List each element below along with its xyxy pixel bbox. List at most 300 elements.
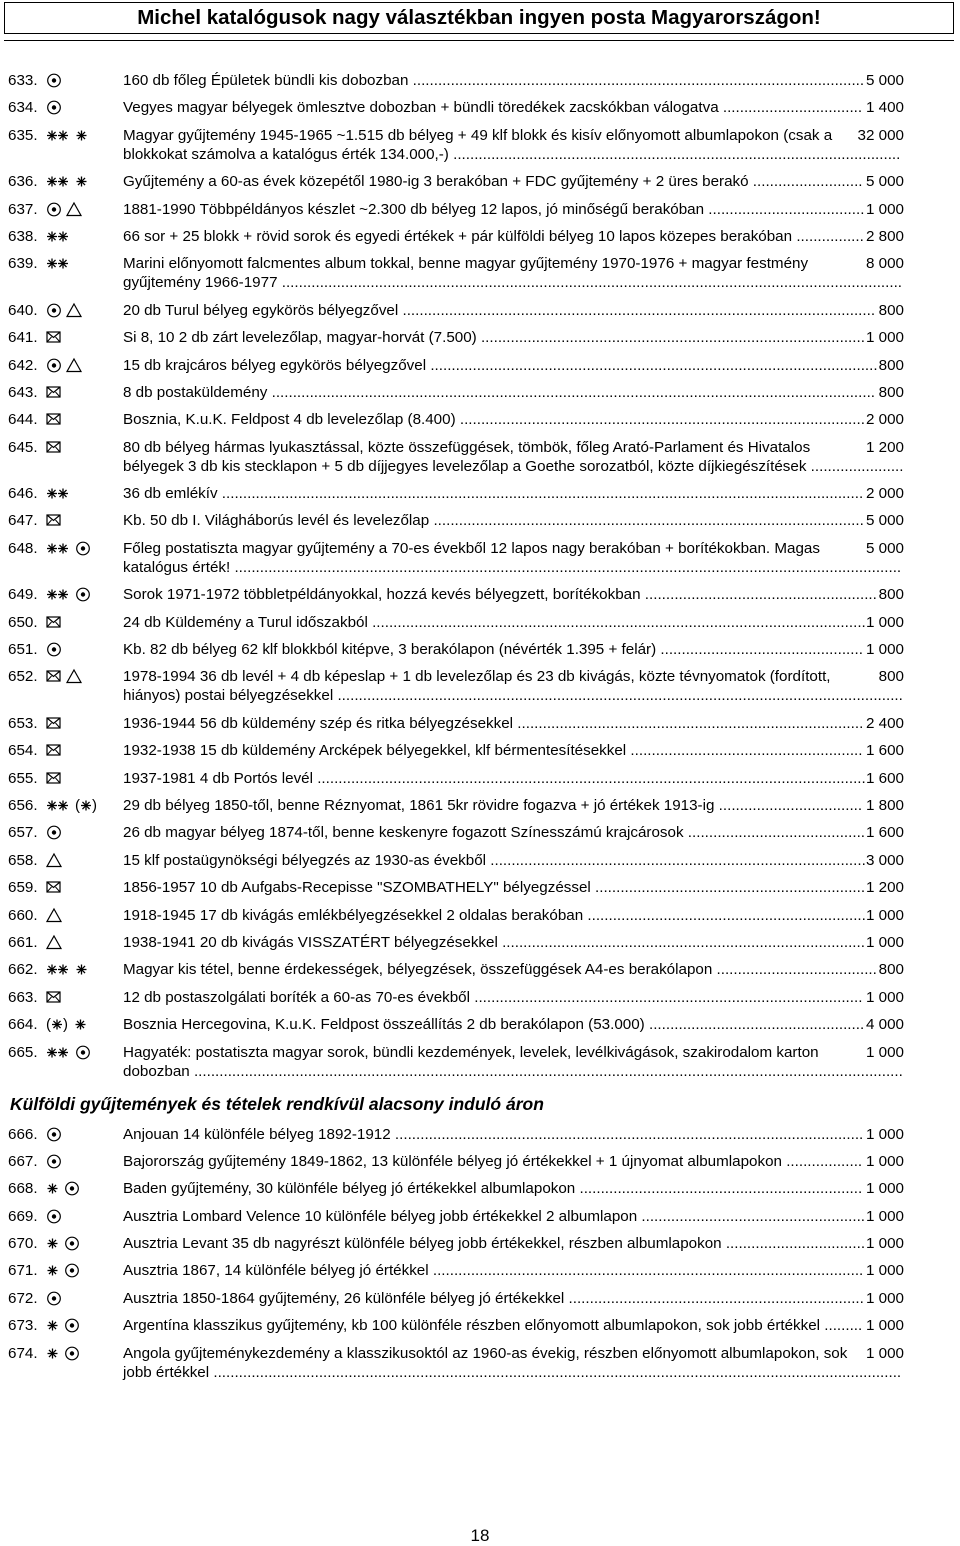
lot-number: 646.	[8, 485, 38, 503]
leader-dots: ......................................	[712, 961, 877, 979]
lot-description-block	[123, 301, 908, 320]
lot-description: Kb. 50 db I. Világháborús levél és levelezőlap	[123, 512, 430, 530]
lot-row	[8, 988, 908, 1007]
triangle-icon	[47, 936, 61, 949]
circle-dot-icon	[66, 1182, 79, 1195]
lot-row	[8, 1316, 908, 1335]
asterisk-icon	[76, 1020, 86, 1030]
lot-row	[8, 356, 908, 375]
lot-description: 66 sor + 25 blokk + rövid sorok és egyedi értékek + pár külföldi bélyeg 10 lapos közepes berakóban	[123, 227, 793, 245]
leader-dots: ..................................................................................	[513, 714, 864, 732]
lot-row	[8, 796, 908, 815]
lot-row	[8, 328, 908, 347]
condition-symbols	[46, 714, 122, 733]
triangle-icon	[67, 304, 81, 317]
leader-dots: ...................................................................................................................................................	[277, 274, 903, 292]
condition-symbols	[46, 640, 122, 659]
lot-price: 1 200	[865, 438, 904, 456]
lot-row	[8, 484, 908, 503]
leader-dots: ................................................................	[590, 879, 866, 897]
lot-description-block	[123, 126, 908, 164]
lot-price: 800	[878, 356, 904, 374]
circle-dot-icon	[77, 588, 90, 601]
circle-dot-icon	[66, 1237, 79, 1250]
circle-dot-icon	[66, 1265, 79, 1278]
lot-description-block	[123, 1207, 908, 1226]
leader-dots: ...............................................................................................................	[390, 1125, 864, 1143]
leader-dots: .........................................................................................	[486, 851, 866, 869]
condition-symbols	[46, 667, 122, 686]
lot-row	[8, 71, 908, 90]
lot-description: Hagyaték: postatiszta magyar sorok, bündli kezdemények, levelek, levélkivágások, szakirodalom karton dobozban	[123, 1043, 819, 1080]
double-asterisk-icon	[47, 965, 68, 975]
condition-symbols	[46, 1179, 122, 1198]
condition-symbols	[46, 200, 122, 219]
lot-row	[8, 1152, 908, 1171]
lot-price: 5 000	[865, 72, 904, 89]
circle-dot-icon	[66, 1347, 79, 1360]
condition-symbols	[46, 328, 122, 347]
lot-price: 1 000	[865, 200, 904, 218]
lot-price: 4 000	[865, 1016, 904, 1034]
condition-symbols	[46, 539, 122, 558]
lot-description: 15 klf postaügynökségi bélyegzés az 1930-as évekből	[123, 851, 487, 869]
header-banner	[4, 2, 954, 34]
lot-price: 1 000	[865, 933, 904, 951]
lot-price: 800	[878, 301, 904, 319]
circle-dot-icon	[48, 102, 61, 115]
lot-price: 2 000	[865, 485, 904, 503]
lot-description-block	[123, 741, 908, 760]
lot-row	[8, 1289, 908, 1308]
lot-description: Baden gyűjtemény, 30 különféle bélyeg jó értékekkel albumlapokon	[123, 1180, 576, 1198]
lot-row	[8, 383, 908, 402]
leader-dots: ..........................	[748, 173, 863, 191]
leader-dots: ..........................................................................................................	[426, 356, 878, 374]
lot-number: 660.	[8, 906, 38, 924]
leader-dots: .......................................................	[640, 586, 877, 604]
envelope-icon	[47, 442, 60, 452]
lot-price: 1 000	[865, 1125, 904, 1143]
leader-dots: .....................................................................................................................	[367, 613, 866, 631]
condition-symbols	[46, 741, 122, 760]
leader-dots: ...............................................................................................................................................	[267, 383, 876, 401]
envelope-icon	[47, 773, 60, 783]
leader-dots: ..................	[781, 1152, 863, 1170]
lot-row	[8, 933, 908, 952]
lot-price: 2 800	[865, 227, 904, 245]
svg-text:): )	[92, 796, 97, 814]
lot-description: 1856-1957 10 db Aufgabs-Recepisse "SZOMBATHELY" bélyegzéssel	[123, 879, 591, 897]
leader-dots: ...................................................................	[575, 1180, 863, 1198]
leader-dots: ..................................................................	[583, 906, 866, 924]
condition-symbols	[46, 172, 122, 191]
lot-price: 1 400	[865, 99, 904, 117]
leader-dots: .................................	[721, 1235, 866, 1253]
lot-price: 1 800	[865, 796, 904, 814]
lot-price: 3 000	[865, 851, 904, 869]
lot-number: 672.	[8, 1289, 38, 1307]
lot-number: 633.	[8, 72, 38, 89]
double-asterisk-icon	[47, 259, 68, 269]
lot-description-block	[123, 227, 908, 246]
lot-description: Bosznia, K.u.K. Feldpost 4 db levelezőlap (8.400)	[123, 411, 456, 429]
leader-dots: ...........................................................................................................	[408, 72, 865, 89]
lot-number: 665.	[8, 1043, 38, 1061]
circle-dot-icon	[48, 827, 61, 840]
hungarian-lots	[8, 71, 908, 1081]
lot-row	[8, 741, 908, 760]
lot-row	[8, 539, 908, 577]
envelope-icon	[47, 332, 60, 342]
asterisk-icon	[48, 1348, 58, 1358]
lot-price: 1 200	[865, 879, 904, 897]
circle-dot-icon	[48, 359, 61, 372]
lot-price: 1 600	[865, 742, 904, 760]
condition-symbols	[46, 823, 122, 842]
lot-description-block	[123, 1043, 908, 1081]
lot-description: Bosznia Hercegovina, K.u.K. Feldpost összeállítás 2 db berakólapon (53.000)	[123, 1016, 645, 1034]
lot-description-block	[123, 667, 908, 705]
lot-price: 1 000	[865, 1180, 904, 1198]
lot-description: Sorok 1971-1972 többletpéldányokkal, hozzá kevés bélyegzett, borítékokban	[123, 586, 641, 604]
lot-description-block	[123, 98, 908, 117]
lot-description: Ausztria Lombard Velence 10 különféle bélyeg jobb értékekkel 2 albumlapon	[123, 1207, 638, 1225]
lot-description-block	[123, 1316, 908, 1335]
asterisk-icon	[77, 130, 87, 140]
lot-price: 1 000	[865, 1043, 904, 1061]
lot-row	[8, 960, 908, 979]
lot-description: 20 db Turul bélyeg egykörös bélyegzővel	[123, 301, 399, 319]
lot-description: 1936-1944 56 db küldemény szép és ritka bélyegzésekkel	[123, 714, 514, 732]
leader-dots: .......................................................	[626, 742, 863, 760]
lot-number: 645.	[8, 438, 38, 456]
lot-price: 1 000	[865, 906, 904, 924]
triangle-icon	[67, 359, 81, 372]
condition-symbols	[46, 1043, 122, 1062]
lot-description-block	[123, 511, 908, 530]
lot-row	[8, 585, 908, 604]
lot-number: 636.	[8, 173, 38, 191]
lot-row	[8, 1344, 908, 1382]
leader-dots: ................	[792, 227, 864, 245]
lot-row	[8, 1125, 908, 1144]
leader-dots: .........	[820, 1317, 863, 1335]
lot-row	[8, 823, 908, 842]
condition-symbols	[46, 71, 122, 90]
condition-symbols	[46, 484, 122, 503]
lot-description-block	[123, 410, 908, 429]
lot-price: 1 000	[865, 1235, 904, 1253]
section-heading: Külföldi gyűjtemények és tételek rendkívül alacsony induló áron	[10, 1093, 544, 1114]
lot-description-block	[123, 1015, 908, 1034]
condition-symbols	[46, 126, 122, 145]
double-asterisk-icon	[47, 543, 68, 553]
lot-price: 5 000	[865, 512, 904, 530]
condition-symbols	[46, 227, 122, 246]
leader-dots: ........................................................................................................................................................	[217, 485, 864, 503]
lot-number: 671.	[8, 1262, 38, 1280]
lot-row	[8, 1261, 908, 1280]
lot-price: 800	[878, 383, 904, 401]
bracket-asterisk-icon	[46, 1016, 68, 1033]
lot-description: Ausztria 1867, 14 különféle bélyeg jó értékkel	[123, 1262, 429, 1280]
lot-row	[8, 906, 908, 925]
envelope-icon	[47, 617, 60, 627]
triangle-icon	[47, 909, 61, 922]
condition-symbols	[46, 383, 122, 402]
lot-number: 658.	[8, 851, 38, 869]
triangle-icon	[67, 203, 81, 216]
lot-description-block	[123, 71, 908, 90]
lot-description-block	[123, 438, 908, 476]
lot-number: 653.	[8, 714, 38, 732]
asterisk-icon	[48, 1184, 58, 1194]
condition-symbols	[46, 356, 122, 375]
lot-description: 8 db postaküldemény	[123, 383, 268, 401]
lot-description-block	[123, 200, 908, 219]
lot-description-block	[123, 1344, 908, 1382]
lot-number: 657.	[8, 824, 38, 842]
envelope-icon	[47, 414, 60, 424]
envelope-icon	[47, 745, 60, 755]
lot-row	[8, 1234, 908, 1253]
lot-number: 656.	[8, 796, 38, 814]
condition-symbols	[46, 960, 122, 979]
lot-number: 669.	[8, 1207, 38, 1225]
envelope-icon	[47, 671, 60, 681]
leader-dots: ...................................................	[644, 1016, 865, 1034]
double-asterisk-icon	[47, 1047, 68, 1057]
lot-list	[8, 71, 908, 1382]
lot-description-block	[123, 906, 908, 925]
header-title: Michel katalógusok nagy választékban ingyen posta Magyarországon!	[137, 6, 821, 29]
asterisk-icon	[77, 965, 87, 975]
lot-description: Ausztria Levant 35 db nagyrészt különféle bélyeg jobb értékekkel, részben albumlapokon	[123, 1235, 722, 1253]
lot-row	[8, 410, 908, 429]
lot-description-block	[123, 1261, 908, 1280]
lot-description: Bajorország gyűjtemény 1849-1862, 13 különféle bélyeg jó értékekkel + 1 újnyomat albumlapokon	[123, 1152, 782, 1170]
lot-number: 666.	[8, 1125, 38, 1143]
lot-price: 1 000	[865, 988, 904, 1006]
svg-text:): )	[63, 1016, 68, 1034]
condition-symbols	[46, 1152, 122, 1171]
lot-description-block	[123, 1234, 908, 1253]
leader-dots: ............................................................................................	[470, 988, 863, 1006]
triangle-icon	[47, 854, 61, 867]
lot-price: 1 000	[865, 1207, 904, 1225]
leader-dots: .....................................................	[637, 1207, 866, 1225]
lot-number: 659.	[8, 879, 38, 897]
leader-dots: ......................................................................................	[497, 933, 865, 951]
condition-symbols	[46, 585, 122, 604]
lot-row	[8, 878, 908, 897]
lot-row	[8, 172, 908, 191]
leader-dots: ......................................................................................................................................	[333, 687, 903, 705]
lot-row	[8, 613, 908, 632]
asterisk-icon	[48, 1266, 58, 1276]
condition-symbols	[46, 988, 122, 1007]
lot-description: Si 8, 10 2 db zárt levelezőlap, magyar-horvát (7.500)	[123, 329, 477, 347]
double-asterisk-icon	[47, 489, 68, 499]
lot-number: 651.	[8, 641, 38, 659]
lot-price: 1 600	[865, 824, 904, 842]
circle-dot-icon	[48, 1292, 61, 1305]
lot-number: 638.	[8, 227, 38, 245]
lot-price: 800	[878, 961, 904, 979]
lot-number: 668.	[8, 1180, 38, 1198]
circle-dot-icon	[66, 1319, 79, 1332]
envelope-icon	[47, 992, 60, 1002]
lot-description: Argentína klasszikus gyűjtemény, kb 100 különféle részben előnyomott albumlapokon, sok jobb értékkel	[123, 1317, 821, 1335]
leader-dots: ..........................................	[683, 824, 866, 842]
condition-symbols	[46, 878, 122, 897]
lot-number: 642.	[8, 356, 38, 374]
lot-description: 160 db főleg Épületek bündli kis dobozban	[123, 72, 409, 89]
lot-description-block	[123, 988, 908, 1007]
lot-number: 673.	[8, 1317, 38, 1335]
circle-dot-icon	[77, 542, 90, 555]
circle-dot-icon	[48, 203, 61, 216]
double-asterisk-icon	[47, 231, 68, 241]
condition-symbols	[46, 301, 122, 320]
condition-symbols	[46, 254, 122, 273]
lot-number: 650.	[8, 613, 38, 631]
lot-row	[8, 769, 908, 788]
lot-row	[8, 1015, 908, 1034]
lot-number: 670.	[8, 1235, 38, 1253]
lot-description: Vegyes magyar bélyegek ömlesztve dobozban + bündli töredékek zacskókban válogatva	[123, 99, 719, 117]
condition-symbols	[46, 851, 122, 870]
lot-description-block	[123, 613, 908, 632]
lot-number: 639.	[8, 255, 38, 273]
circle-dot-icon	[48, 1155, 61, 1168]
lot-description: 1881-1990 Többpéldányos készlet ~2.300 db bélyeg 12 lapos, jó minőségű berakóban	[123, 200, 705, 218]
lot-description-block	[123, 796, 908, 815]
lot-number: 655.	[8, 769, 38, 787]
asterisk-icon	[77, 177, 87, 187]
lot-description-block	[123, 823, 908, 842]
lot-price: 1 000	[865, 1344, 904, 1362]
foreign-lots	[8, 1125, 908, 1382]
leader-dots: ......................................................................................................	[429, 512, 864, 530]
lot-number: 674.	[8, 1344, 38, 1362]
lot-row	[8, 1207, 908, 1226]
lot-description-block	[123, 640, 908, 659]
lot-description: 24 db Küldemény a Turul időszakból	[123, 613, 368, 631]
lot-description-block	[123, 851, 908, 870]
double-asterisk-icon	[47, 800, 68, 810]
condition-symbols	[46, 1289, 122, 1308]
double-asterisk-icon	[47, 177, 68, 187]
leader-dots: ..............................................................................................................................................................	[230, 558, 902, 576]
lot-price: 8 000	[865, 255, 904, 273]
lot-description-block	[123, 254, 908, 292]
envelope-icon	[47, 387, 60, 397]
lot-number: 643.	[8, 383, 38, 401]
triangle-icon	[67, 670, 81, 683]
lot-price: 1 600	[865, 769, 904, 787]
lot-description-block	[123, 1289, 908, 1308]
lot-price: 1 000	[865, 613, 904, 631]
envelope-icon	[47, 882, 60, 892]
lot-description: Gyűjtemény a 60-as évek közepétől 1980-ig 3 berakóban + FDC gyűjtemény + 2 üres berakó	[123, 173, 749, 191]
lot-price: 2 000	[865, 411, 904, 429]
lot-row	[8, 227, 908, 246]
lot-row	[8, 667, 908, 705]
lot-description-block	[123, 933, 908, 952]
lot-price: 1 000	[865, 641, 904, 659]
lot-number: 661.	[8, 933, 38, 951]
lot-description-block	[123, 484, 908, 503]
lot-description-block	[123, 356, 908, 375]
lot-description: 12 db postaszolgálati boríték a 60-as 70-es évekből	[123, 988, 470, 1006]
lot-row	[8, 301, 908, 320]
leader-dots: ..........................................................................................................	[448, 145, 901, 163]
lot-row	[8, 438, 908, 476]
condition-symbols	[46, 1207, 122, 1226]
leader-dots: ................................................................................................................	[398, 301, 876, 319]
lot-description: 80 db bélyeg hármas lyukasztással, közte összefüggések, tömbök, főleg Arató-Parlament és Hivatalos bélyegek 3 db kis stecklapon + 5 db díjjegyes levelezőlap a Goethe sorozatból, közte díjkiegészítések	[123, 438, 811, 475]
lot-description: 1937-1981 4 db Portós levél	[123, 769, 313, 787]
bracket-asterisk-icon	[75, 797, 97, 814]
lot-number: 664.	[8, 1016, 38, 1034]
lot-price: 1 000	[865, 1152, 904, 1170]
condition-symbols	[46, 438, 122, 457]
lot-row	[8, 126, 908, 164]
lot-description: Marini előnyomott falcmentes album tokkal, benne magyar gyűjtemény 1970-1976 + magyar festmény gyűjtemény 1966-1977	[123, 255, 809, 292]
double-asterisk-icon	[47, 590, 68, 600]
lot-description: Kb. 82 db bélyeg 62 klf blokkból kitépve, 3 berakólapon (névérték 1.395 + felár)	[123, 641, 657, 659]
leader-dots: ...........................................................................................	[476, 329, 865, 347]
lot-row	[8, 640, 908, 659]
leader-dots: ........................................................................................................................................................................	[189, 1062, 903, 1080]
leader-dots: ......................................................................	[564, 1289, 864, 1307]
lot-number: 634.	[8, 99, 38, 117]
circle-dot-icon	[48, 1128, 61, 1141]
lot-description: 36 db emlékív	[123, 485, 218, 503]
lot-description-block	[123, 585, 908, 604]
lot-row	[8, 851, 908, 870]
asterisk-icon	[48, 1321, 58, 1331]
lot-row	[8, 1043, 908, 1081]
lot-number: 647.	[8, 512, 38, 530]
circle-dot-icon	[77, 1046, 90, 1059]
leader-dots: ......................	[806, 457, 904, 475]
lot-description: Anjouan 14 különféle bélyeg 1892-1912	[123, 1125, 391, 1143]
lot-row	[8, 254, 908, 292]
lot-number: 637.	[8, 200, 38, 218]
lot-description: Főleg postatiszta magyar gyűjtemény a 70-es évekből 12 lapos nagy berakóban + borítékokban. Magas katalógus érték!	[123, 539, 820, 576]
lot-row	[8, 200, 908, 219]
condition-symbols	[46, 1316, 122, 1335]
svg-text:(: (	[75, 796, 80, 814]
lot-row	[8, 714, 908, 733]
circle-dot-icon	[48, 74, 61, 87]
lot-price: 1 000	[865, 329, 904, 347]
leader-dots: ..................................................................................................................................	[312, 769, 866, 787]
lot-number: 663.	[8, 988, 38, 1006]
condition-symbols	[46, 511, 122, 530]
lot-description-block	[123, 878, 908, 897]
lot-description: Magyar kis tétel, benne érdekességek, bélyegzések, összefüggések A4-es berakólapon	[123, 961, 713, 979]
lot-description: Angola gyűjteménykezdemény a klasszikusoktól az 1960-as évekig, részben előnyomott albumlapokon, sok jobb értékkel	[123, 1344, 848, 1381]
lot-number: 635.	[8, 126, 38, 144]
lot-row	[8, 98, 908, 117]
leader-dots: .....................................	[704, 200, 865, 218]
lot-description-block	[123, 172, 908, 191]
envelope-icon	[47, 718, 60, 728]
